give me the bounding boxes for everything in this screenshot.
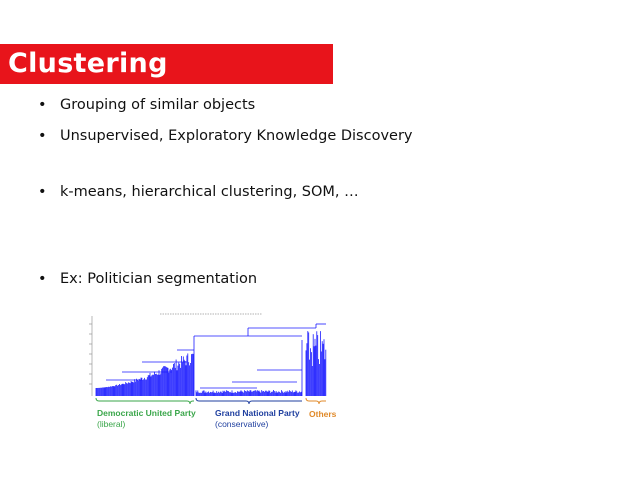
dendrogram-axis — [89, 316, 92, 396]
brace-others — [306, 398, 326, 404]
bullet-dot: • — [38, 97, 47, 113]
brace-democratic — [96, 398, 194, 404]
bullet-dot: • — [38, 271, 47, 287]
bullet-text: k-means, hierarchical clustering, SOM, … — [60, 184, 359, 200]
bullet-example — [38, 271, 257, 287]
bullet-text: Grouping of similar objects — [60, 97, 256, 113]
bullet-methods — [38, 184, 359, 200]
bullet-text: Unsupervised, Exploratory Knowledge Discovery — [60, 128, 413, 144]
dendrogram-branches — [96, 324, 326, 396]
dendrogram-image — [82, 310, 337, 406]
slide-title: Clustering — [8, 48, 168, 79]
bullet-dot: • — [38, 128, 47, 144]
bullet-unsupervised — [38, 128, 413, 144]
group-label-democratic: Democratic United Party — [97, 408, 196, 418]
brace-grand-national — [196, 398, 302, 404]
bullet-grouping — [38, 97, 255, 113]
group-sublabel-grand-national: (conservative) — [215, 419, 269, 429]
bullet-dot: • — [38, 184, 47, 200]
bullet-text: Ex: Politician segmentation — [60, 271, 258, 287]
group-sublabel-democratic: (liberal) — [97, 419, 126, 429]
group-label-others: Others — [309, 409, 337, 419]
title-bar — [0, 44, 333, 84]
group-label-grand-national: Grand National Party — [215, 408, 300, 418]
